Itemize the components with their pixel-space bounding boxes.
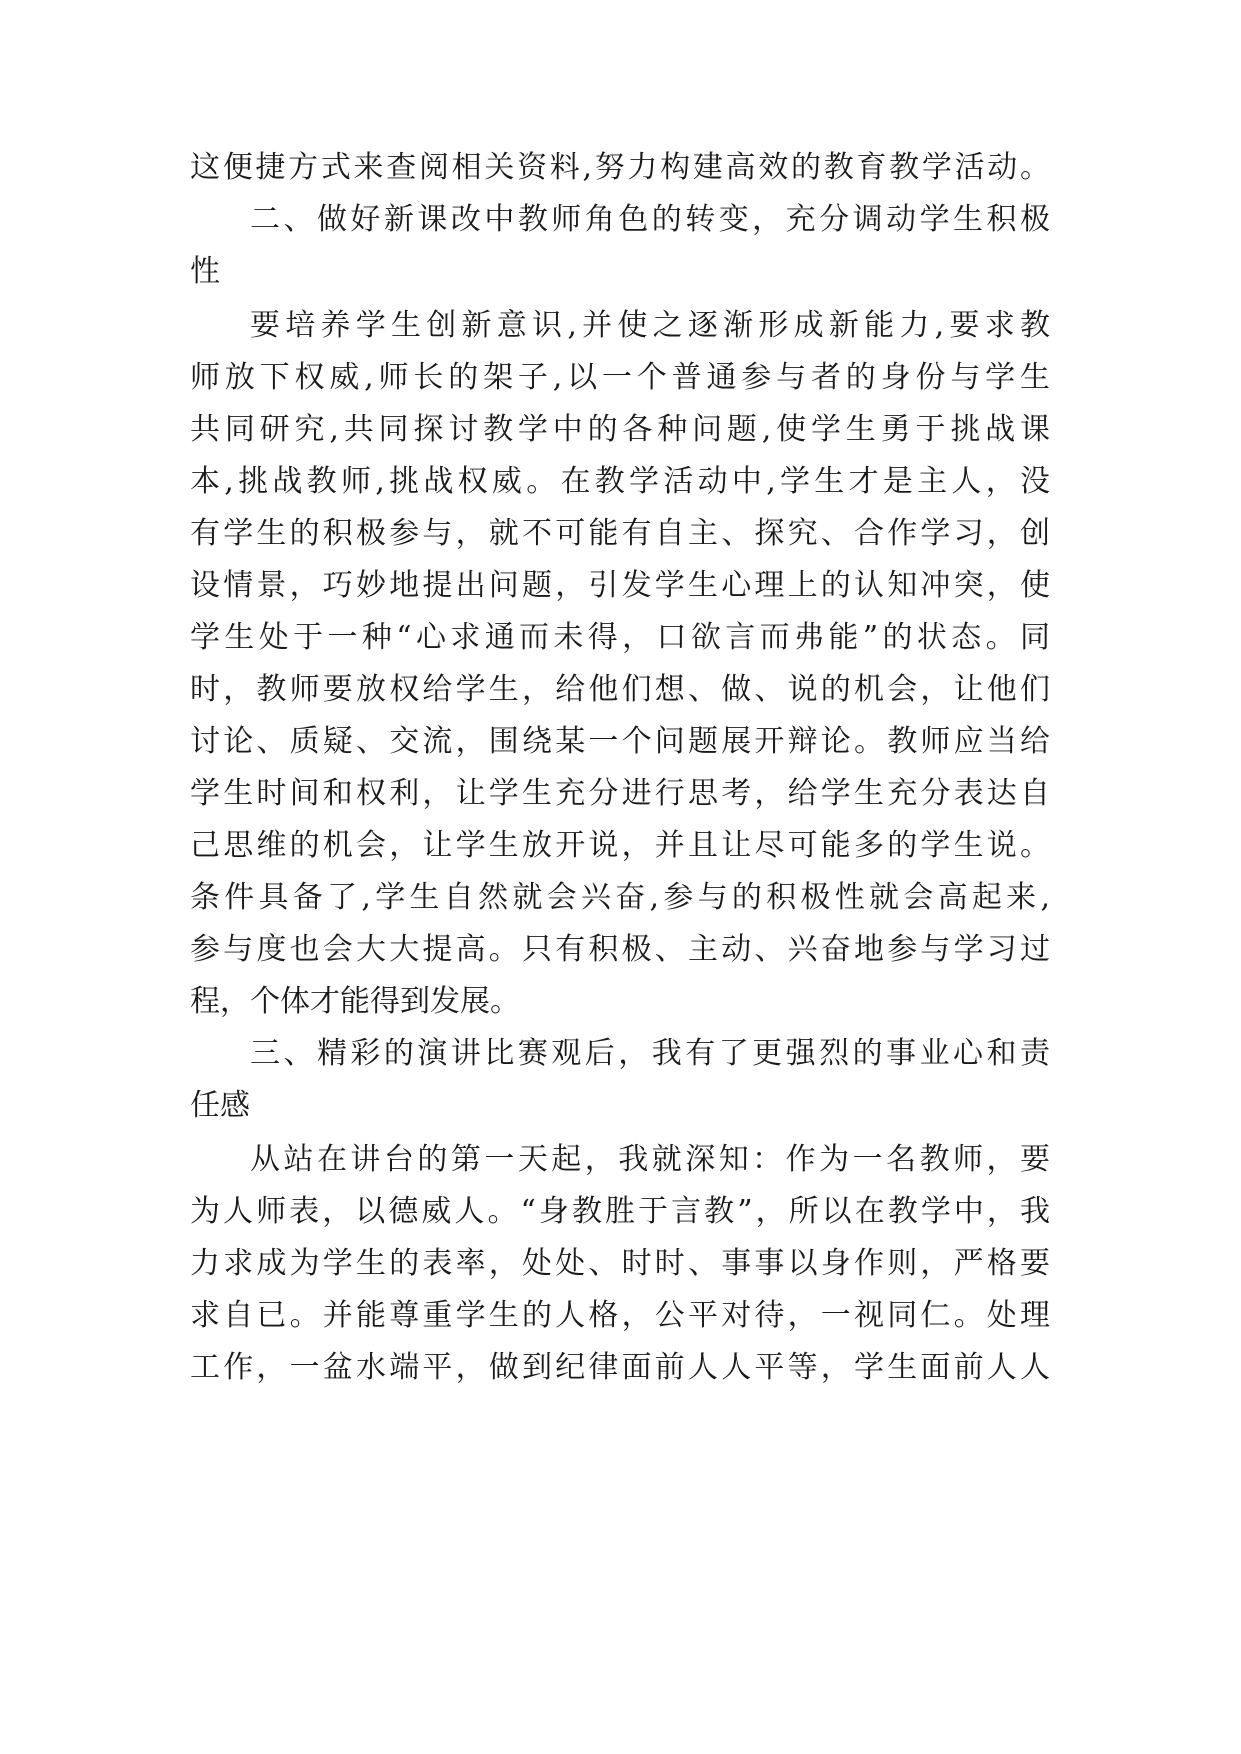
text-line: 本,挑战教师,挑战权威。在教学活动中,学生才是主人，没 bbox=[190, 464, 1050, 499]
text-line: 力求成为学生的表率，处处、时时、事事以身作则，严格要 bbox=[190, 1246, 1050, 1281]
text-line: 师放下权威,师长的架子,以一个普通参与者的身份与学生 bbox=[190, 360, 1050, 395]
text-line: 共同研究,共同探讨教学中的各种问题,使学生勇于挑战课 bbox=[190, 412, 1050, 447]
text-line: 有学生的积极参与，就不可能有自主、探究、合作学习，创 bbox=[190, 516, 1050, 551]
section-heading-line: 三、精彩的演讲比赛观后，我有了更强烈的事业心和责 bbox=[250, 1036, 1050, 1071]
section-heading-line: 性 bbox=[190, 254, 220, 289]
text-line: 条件具备了,学生自然就会兴奋,参与的积极性就会高起来, bbox=[190, 880, 1050, 915]
text-line: 工作，一盆水端平，做到纪律面前人人平等，学生面前人人 bbox=[190, 1350, 1050, 1385]
text-line: 这便捷方式来查阅相关资料,努力构建高效的教育教学活动。 bbox=[190, 150, 1050, 185]
text-line: 从站在讲台的第一天起，我就深知：作为一名教师，要 bbox=[250, 1142, 1050, 1177]
text-line: 学生处于一种“心求通而未得，口欲言而弗能”的状态。同 bbox=[190, 620, 1050, 655]
text-line: 设情景，巧妙地提出问题，引发学生心理上的认知冲突，使 bbox=[190, 568, 1050, 603]
text-line: 参与度也会大大提高。只有积极、主动、兴奋地参与学习过 bbox=[190, 932, 1050, 967]
text-line: 程，个体才能得到发展。 bbox=[190, 984, 520, 1019]
text-line: 为人师表，以德威人。“身教胜于言教”，所以在教学中，我 bbox=[190, 1194, 1050, 1229]
section-heading-line: 二、做好新课改中教师角色的转变，充分调动学生积极 bbox=[250, 202, 1050, 237]
text-line: 时，教师要放权给学生，给他们想、做、说的机会，让他们 bbox=[190, 672, 1050, 707]
text-line: 要培养学生创新意识,并使之逐渐形成新能力,要求教 bbox=[250, 308, 1050, 343]
text-line: 己思维的机会，让学生放开说，并且让尽可能多的学生说。 bbox=[190, 828, 1050, 863]
section-heading-line: 任感 bbox=[190, 1088, 250, 1123]
text-line: 学生时间和权利，让学生充分进行思考，给学生充分表达自 bbox=[190, 776, 1050, 811]
text-line: 讨论、质疑、交流，围绕某一个问题展开辩论。教师应当给 bbox=[190, 724, 1050, 759]
text-line: 求自已。并能尊重学生的人格，公平对待，一视同仁。处理 bbox=[190, 1298, 1050, 1333]
